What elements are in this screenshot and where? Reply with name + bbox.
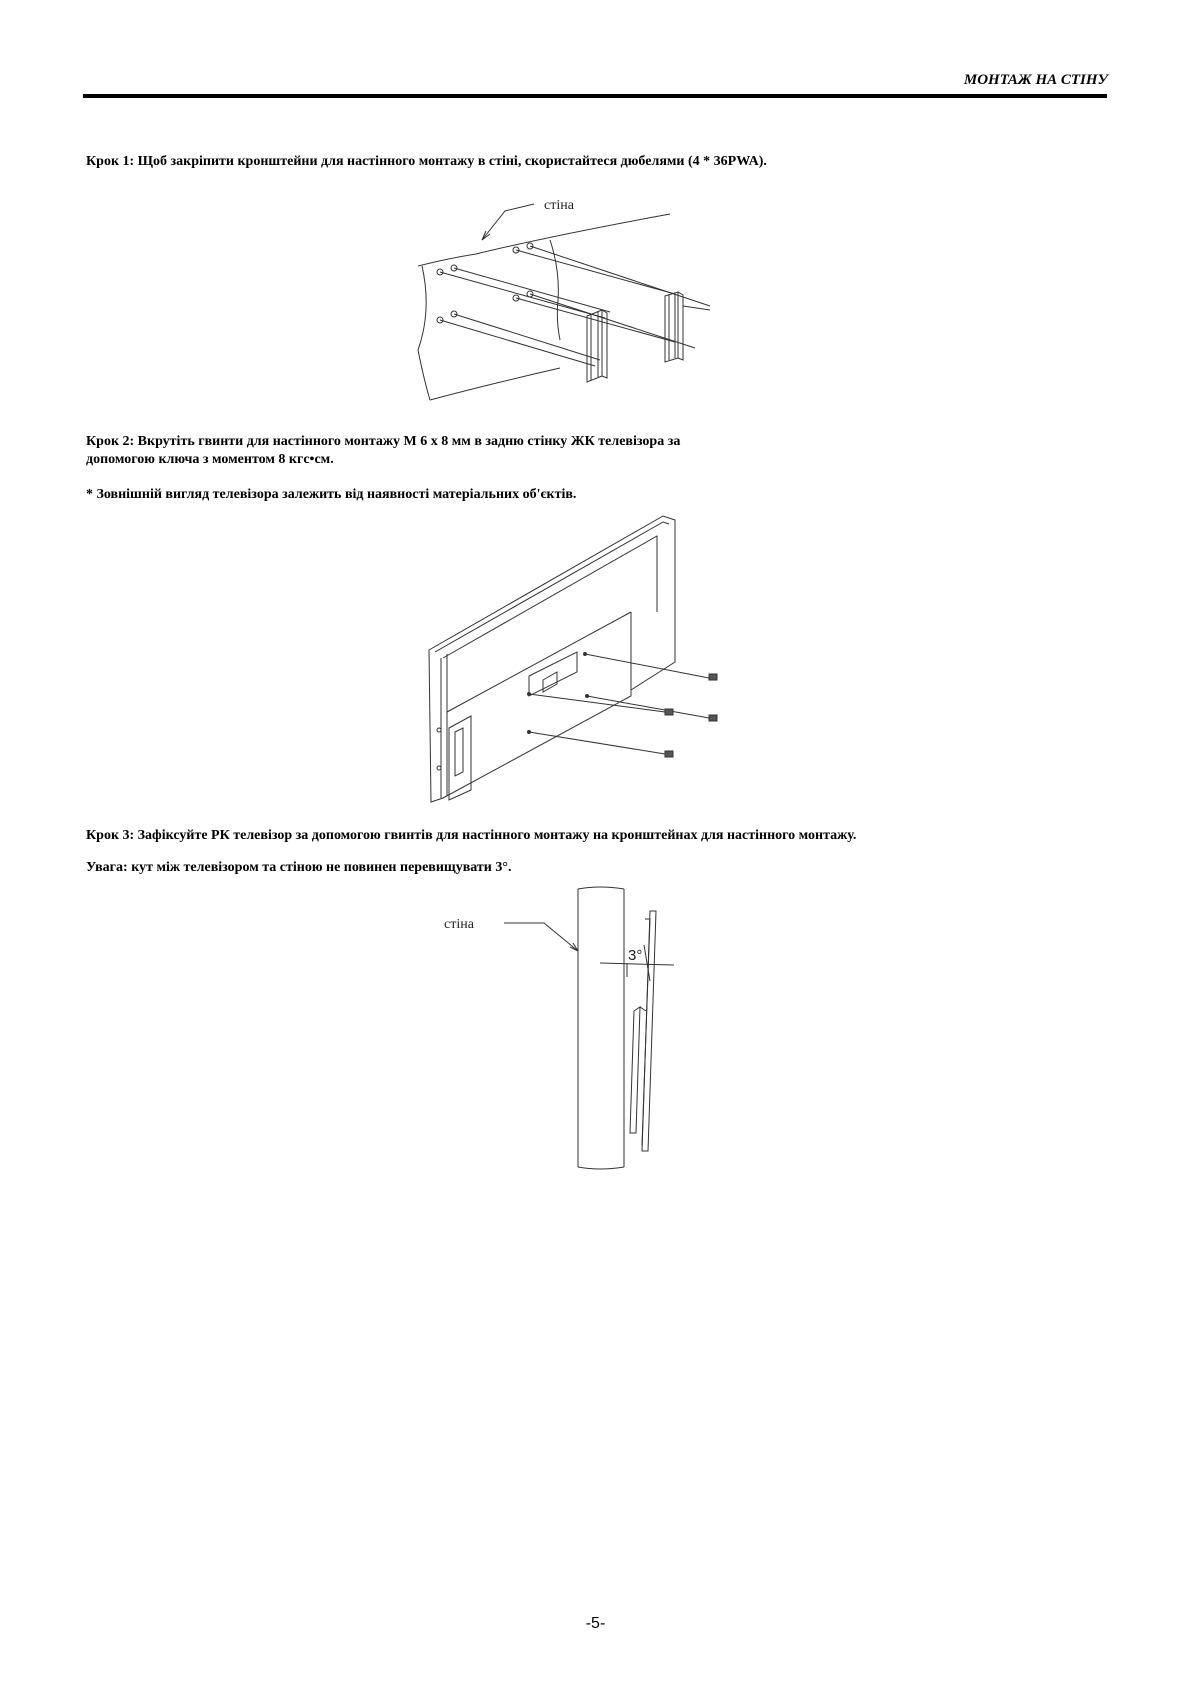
wall-leader-arrow [570,943,578,951]
wall-label: стіна [544,200,574,213]
section-title: МОНТАЖ НА СТІНУ [963,72,1108,88]
wall-left-edge [418,266,430,400]
step-2-text-line2: допомогою ключа з моментом 8 кгс•см. [86,452,334,467]
header-divider [83,94,1107,98]
appearance-note: * Зовнішній вигляд телевізора залежить від наявності матеріальних об'єктів. [86,487,577,502]
tv-port-panel [437,716,471,800]
angle-label: 3° [628,947,643,964]
wall-label: стіна [444,917,474,932]
wall-brackets-diagram [410,200,770,420]
step-1-text: Крок 1: Щоб закріпити кронштейни для настінного монтажу в стіні, скористайтеся дюбелями (4 * 36PWA). [86,154,767,169]
tv-back-panel [429,516,675,802]
wall-side-view [578,887,624,1169]
page-number: -5- [585,1615,606,1632]
tv-rear-screws-diagram [425,512,765,812]
right-bracket [665,292,683,362]
wall-bottom-edge [430,368,560,400]
wall-leader-line [504,923,578,951]
vesa-label-area [529,652,577,696]
dowel-holes [437,243,533,323]
step-2-text-line1: Крок 2: Вкрутіть гвинти для настінного монтажу M 6 x 8 мм в задню стінку ЖК телевізора за [86,434,681,449]
angle-warning: Увага: кут між телевізором та стіною не повинен перевищувати 3°. [86,860,512,875]
screws [665,674,717,757]
wall-angle-diagram [440,885,700,1175]
step-3-text: Крок 3: Зафіксуйте РК телевізор за допомогою гвинтів для настінного монтажу на кронштейнах для настінного монтажу. [86,828,857,843]
